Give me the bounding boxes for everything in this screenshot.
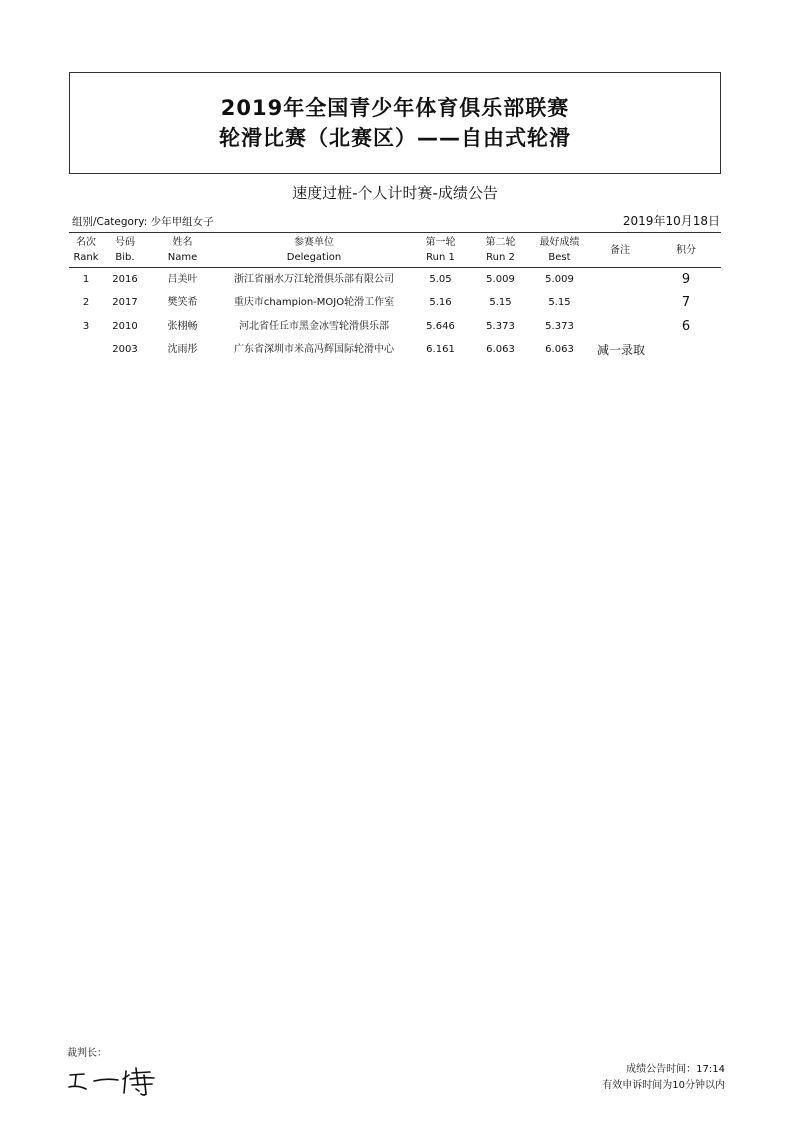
cell-delegation: 广东省深圳市米高冯辉国际轮滑中心 (234, 344, 394, 356)
cell-bib: 2010 (112, 320, 138, 332)
cell-delegation: 重庆市champion-MOJO轮滑工作室 (233, 297, 395, 309)
cell-name: 沈雨彤 (167, 344, 198, 356)
announce-time: 成绩公告时间：17:14 (626, 1064, 725, 1075)
category-label: 组别/Category: 少年甲组女子 (72, 216, 214, 228)
table-row (69, 292, 721, 316)
cell-name: 樊笑希 (167, 297, 198, 309)
cell-points: 9 (681, 271, 691, 287)
cell-rank (69, 339, 103, 363)
header-run2: 第二轮 Run 2 (471, 233, 530, 268)
cell-remark (589, 292, 651, 316)
cell-run1: 5.646 (426, 320, 455, 332)
header-points: 积分 (651, 233, 721, 268)
table-row (69, 315, 721, 339)
cell-run1: 5.16 (429, 297, 452, 309)
header-best: 最好成绩 Best (530, 233, 589, 268)
cell-bib: 2017 (112, 297, 138, 309)
title-box (69, 72, 721, 174)
event-subtitle: 速度过桩-个人计时赛-成绩公告 (292, 184, 498, 202)
table-header-row (69, 233, 721, 268)
cell-name: 张栩畅 (167, 320, 198, 332)
cell-remark (589, 315, 651, 339)
header-run1: 第一轮 Run 1 (410, 233, 471, 268)
footer-notes (525, 1062, 725, 1094)
cell-rank: 1 (82, 273, 90, 285)
cell-run1: 5.05 (429, 273, 452, 285)
results-table (69, 232, 721, 362)
cell-run1: 6.161 (426, 344, 455, 356)
cell-points: 6 (681, 318, 691, 334)
cell-run2: 6.063 (486, 344, 515, 356)
cell-best: 5.373 (545, 320, 574, 332)
cell-run2: 5.009 (486, 273, 515, 285)
cell-bib: 2016 (112, 273, 138, 285)
appeal-note: 有效申诉时间为10分钟以内 (602, 1080, 725, 1091)
header-rank: 名次 Rank (69, 233, 103, 268)
header-bib: 号码 Bib. (103, 233, 147, 268)
cell-rank: 2 (82, 297, 90, 309)
cell-rank: 3 (82, 320, 90, 332)
cell-bib: 2003 (112, 344, 138, 356)
cell-delegation: 河北省任丘市黑金冰雪轮滑俱乐部 (239, 320, 389, 332)
cell-best: 5.009 (545, 273, 574, 285)
cell-run2: 5.373 (486, 320, 515, 332)
cell-remark (589, 268, 651, 292)
table-row (69, 339, 721, 363)
cell-run2: 5.15 (489, 297, 512, 309)
date-label: 2019年10月18日 (622, 214, 720, 228)
cell-name: 吕美叶 (167, 273, 198, 285)
header-delegation: 参赛单位 Delegation (218, 233, 410, 268)
table-row (69, 268, 721, 292)
title-line-1: 2019年全国青少年体育俱乐部联赛 (220, 96, 570, 120)
cell-best: 6.063 (545, 344, 574, 356)
cell-remark: 减一录取 (597, 343, 646, 358)
cell-delegation: 浙江省丽水万江轮滑俱乐部有限公司 (234, 273, 394, 285)
cell-points: 7 (681, 295, 691, 311)
cell-best: 5.15 (548, 297, 571, 309)
cell-points (651, 339, 721, 363)
title-line-2: 轮滑比赛（北赛区）——自由式轮滑 (219, 126, 571, 150)
referee-label: 裁判长： (67, 1048, 107, 1059)
header-remark: 备注 (589, 233, 651, 268)
header-name: 姓名 Name (147, 233, 218, 268)
referee-signature (66, 1063, 158, 1097)
